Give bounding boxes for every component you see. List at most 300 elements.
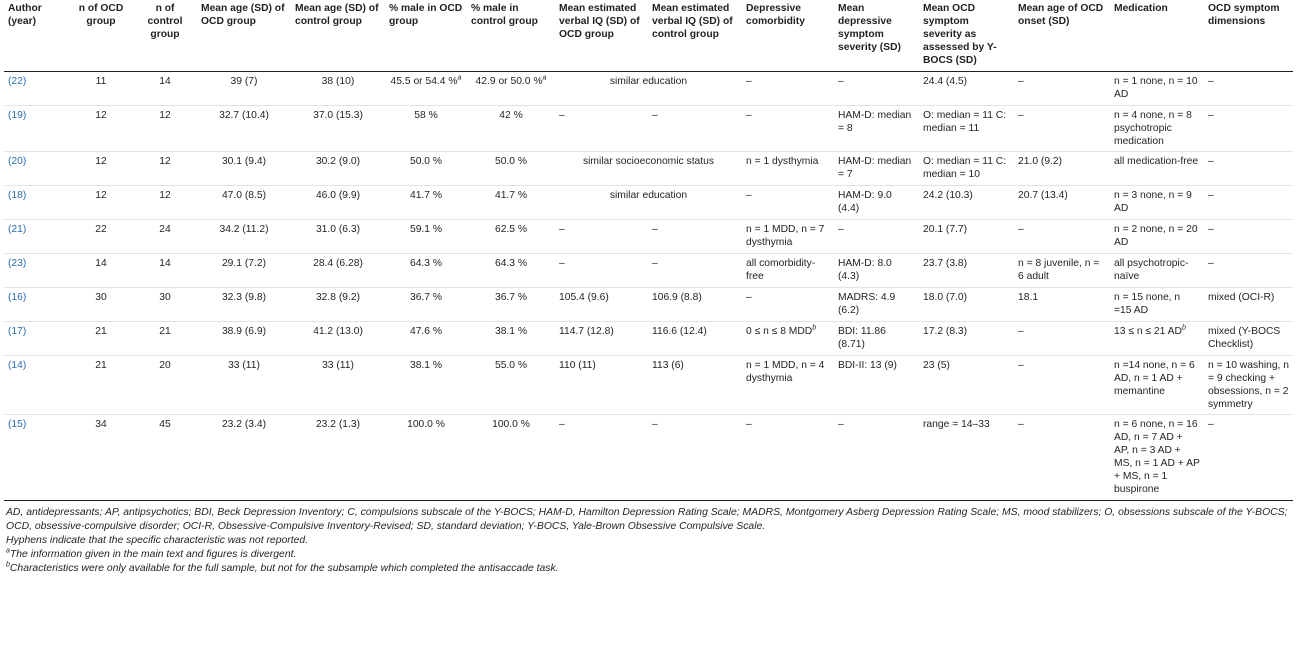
cell-age-control — [291, 288, 385, 322]
cell-depressive-severity — [834, 356, 919, 415]
footnote-b-text: Characteristics were only available for the full sample, but not for the subsample which completed the antisaccade task. — [9, 563, 559, 574]
cell-onset-text: 18.1 — [1018, 292, 1039, 303]
cell-male-ocd-text: 41.7 % — [409, 190, 443, 201]
cell-depressive-severity-text: HAM-D: median = 8 — [838, 110, 912, 134]
table-row — [4, 152, 1293, 186]
cell-n-ocd-text: 34 — [95, 419, 107, 430]
cell-male-control-text: 36.7 % — [494, 292, 528, 303]
cell-iq-control-text: – — [652, 110, 658, 121]
reference-link[interactable] — [4, 152, 69, 186]
cell-age-ocd-text: 34.2 (11.2) — [219, 224, 269, 235]
cell-ybocs — [919, 415, 1014, 501]
reference-link[interactable] — [4, 254, 69, 288]
column-header-n-control: n of control group — [133, 0, 197, 72]
column-header-ocd-severity-ybocs: Mean OCD symptom severity as assessed by Y-BOCS (SD) — [919, 0, 1014, 72]
cell-ybocs — [919, 106, 1014, 152]
cell-male-ocd-text: 59.1 % — [409, 224, 443, 235]
cell-ybocs-text: 23 (5) — [923, 360, 950, 371]
cell-n-ocd-text: 12 — [95, 156, 107, 167]
cell-n-ocd-text: 12 — [95, 110, 107, 121]
cell-n-control-text: 30 — [159, 292, 171, 303]
hyphens-note: Hyphens indicate that the specific characteristic was not reported. — [6, 535, 309, 546]
table-row — [4, 356, 1293, 415]
cell-dimensions — [1204, 220, 1293, 254]
cell-onset-text: – — [1018, 76, 1024, 87]
cell-depressive-comorbidity-text: n = 1 MDD, n = 7 dysthymia — [746, 224, 825, 248]
table-row — [4, 72, 1293, 106]
cell-onset — [1014, 220, 1110, 254]
cell-medication-text: n = 1 none, n = 10 AD — [1114, 76, 1198, 100]
cell-depressive-comorbidity — [742, 220, 834, 254]
cell-iq-ocd — [555, 322, 648, 356]
footnote-a-text: The information given in the main text and figures is divergent. — [9, 549, 297, 560]
reference-link-text[interactable]: (23) — [8, 258, 27, 269]
cell-depressive-severity-text: – — [838, 224, 844, 235]
cell-male-control-text: 50.0 % — [494, 156, 528, 167]
cell-depressive-severity-text: – — [838, 419, 844, 430]
cell-n-control-text: 45 — [159, 419, 171, 430]
cell-dimensions — [1204, 356, 1293, 415]
cell-depressive-comorbidity — [742, 356, 834, 415]
cell-age-ocd — [197, 106, 291, 152]
cell-depressive-severity-text: MADRS: 4.9 (6.2) — [838, 292, 896, 316]
cell-age-control — [291, 356, 385, 415]
table-row — [4, 220, 1293, 254]
cell-age-control-text: 33 (11) — [322, 360, 354, 371]
column-header-mean-age-ocd: Mean age (SD) of OCD group — [197, 0, 291, 72]
cell-age-ocd-text: 38.9 (6.9) — [221, 326, 267, 337]
footnote-b — [6, 562, 1291, 576]
cell-depressive-comorbidity — [742, 322, 834, 356]
cell-iq-ocd — [555, 356, 648, 415]
cell-dimensions — [1204, 254, 1293, 288]
cell-onset — [1014, 415, 1110, 501]
cell-ybocs — [919, 288, 1014, 322]
cell-male-control-text: 42.9 or 50.0 % — [475, 76, 543, 87]
cell-ybocs — [919, 254, 1014, 288]
cell-ybocs-text: range = 14–33 — [923, 419, 990, 430]
cell-onset-text: 21.0 (9.2) — [1018, 156, 1063, 167]
cell-male-ocd-text: 38.1 % — [409, 360, 443, 371]
column-header-ocd-symptom-dimensions: OCD symptom dimensions — [1204, 0, 1293, 72]
column-header-medication: Medication — [1110, 0, 1204, 72]
reference-link-text[interactable]: (14) — [8, 360, 27, 371]
cell-male-control-text: 62.5 % — [494, 224, 528, 235]
cell-iq-ocd — [555, 288, 648, 322]
cell-dimensions-text: – — [1208, 76, 1214, 87]
cell-n-ocd-text: 11 — [95, 76, 107, 87]
cell-depressive-severity — [834, 322, 919, 356]
cell-n-control — [133, 220, 197, 254]
cell-male-control-text: 41.7 % — [494, 190, 528, 201]
study-characteristics-table — [4, 0, 1293, 501]
cell-male-control-text: 64.3 % — [494, 258, 528, 269]
cell-depressive-comorbidity — [742, 186, 834, 220]
cell-ybocs-text: 17.2 (8.3) — [923, 326, 968, 337]
cell-n-control-text: 14 — [159, 258, 171, 269]
cell-depressive-severity-text: BDI: 11.86 (8.71) — [838, 326, 886, 350]
cell-iq-ocd-text: 105.4 (9.6) — [559, 292, 609, 303]
cell-depressive-comorbidity — [742, 152, 834, 186]
cell-n-control — [133, 186, 197, 220]
cell-onset — [1014, 322, 1110, 356]
table-row — [4, 415, 1293, 501]
cell-medication-text: 13 ≤ n ≤ 21 AD — [1114, 326, 1182, 337]
table-row — [4, 106, 1293, 152]
column-header-iq-ocd: Mean estimated verbal IQ (SD) of OCD group — [555, 0, 648, 72]
column-header-ocd-onset-age: Mean age of OCD onset (SD) — [1014, 0, 1110, 72]
cell-male-control — [467, 322, 555, 356]
cell-n-control — [133, 106, 197, 152]
cell-age-ocd-text: 29.1 (7.2) — [221, 258, 267, 269]
cell-depressive-severity — [834, 186, 919, 220]
reference-link-text[interactable]: (22) — [8, 76, 27, 87]
cell-iq-control-text: – — [652, 224, 658, 235]
cell-dimensions — [1204, 322, 1293, 356]
cell-iq-control-text: 113 (6) — [652, 360, 684, 371]
cell-age-ocd — [197, 152, 291, 186]
cell-ybocs-text: O: median = 11 C: median = 11 — [923, 110, 1007, 134]
cell-n-ocd-text: 21 — [95, 326, 107, 337]
cell-ybocs — [919, 220, 1014, 254]
cell-age-control-text: 30.2 (9.0) — [315, 156, 361, 167]
cell-dimensions-text: – — [1208, 190, 1214, 201]
cell-onset-text: 20.7 (13.4) — [1018, 190, 1068, 201]
cell-male-control — [467, 72, 555, 106]
cell-iq-control — [648, 254, 742, 288]
cell-age-control — [291, 72, 385, 106]
cell-n-control — [133, 322, 197, 356]
cell-medication-footnote-mark: b — [1181, 324, 1186, 332]
cell-male-ocd-text: 47.6 % — [409, 326, 443, 337]
cell-male-ocd — [385, 322, 467, 356]
cell-depressive-comorbidity — [742, 72, 834, 106]
cell-dimensions-text: mixed (Y-BOCS Checklist) — [1208, 326, 1281, 350]
cell-n-ocd — [69, 106, 133, 152]
cell-depressive-comorbidity-text: – — [746, 419, 752, 430]
cell-age-control-text: 46.0 (9.9) — [315, 190, 361, 201]
cell-onset — [1014, 152, 1110, 186]
cell-depressive-comorbidity — [742, 106, 834, 152]
cell-age-control-text: 32.8 (9.2) — [315, 292, 361, 303]
cell-medication — [1110, 254, 1204, 288]
cell-depressive-severity — [834, 415, 919, 501]
cell-iq-ocd-text: 114.7 (12.8) — [559, 326, 614, 337]
cell-age-ocd — [197, 220, 291, 254]
cell-n-control-text: 14 — [159, 76, 171, 87]
cell-onset-text: – — [1018, 224, 1024, 235]
cell-age-control-text: 31.0 (6.3) — [315, 224, 361, 235]
cell-depressive-comorbidity — [742, 415, 834, 501]
cell-depressive-severity — [834, 220, 919, 254]
reference-link[interactable] — [4, 322, 69, 356]
cell-age-ocd — [197, 254, 291, 288]
cell-depressive-severity-text: HAM-D: 9.0 (4.4) — [838, 190, 892, 214]
cell-n-control — [133, 288, 197, 322]
cell-ybocs — [919, 152, 1014, 186]
cell-male-ocd — [385, 356, 467, 415]
cell-medication — [1110, 415, 1204, 501]
cell-dimensions — [1204, 106, 1293, 152]
cell-dimensions — [1204, 288, 1293, 322]
reference-link[interactable] — [4, 186, 69, 220]
column-header-male-control: % male in control group — [467, 0, 555, 72]
cell-n-ocd-text: 30 — [95, 292, 107, 303]
cell-age-ocd-text: 39 (7) — [230, 76, 258, 87]
cell-age-control — [291, 254, 385, 288]
cell-onset — [1014, 288, 1110, 322]
cell-iq-ocd — [555, 220, 648, 254]
reference-link-text[interactable]: (18) — [8, 190, 27, 201]
cell-onset — [1014, 106, 1110, 152]
column-header-mean-age-control: Mean age (SD) of control group — [291, 0, 385, 72]
cell-age-ocd-text: 30.1 (9.4) — [221, 156, 267, 167]
cell-depressive-comorbidity — [742, 288, 834, 322]
cell-male-ocd-text: 36.7 % — [409, 292, 443, 303]
cell-n-ocd — [69, 356, 133, 415]
cell-depressive-severity-text: HAM-D: 8.0 (4.3) — [838, 258, 892, 282]
cell-age-ocd — [197, 415, 291, 501]
reference-link-text[interactable]: (20) — [8, 156, 27, 167]
cell-n-control-text: 21 — [159, 326, 171, 337]
cell-age-control-text: 23.2 (1.3) — [315, 419, 361, 430]
cell-iq-control — [648, 288, 742, 322]
reference-link[interactable] — [4, 220, 69, 254]
cell-age-ocd — [197, 322, 291, 356]
reference-link-text[interactable]: (16) — [8, 292, 27, 303]
cell-n-ocd — [69, 254, 133, 288]
cell-n-control — [133, 72, 197, 106]
cell-depressive-comorbidity — [742, 254, 834, 288]
cell-ybocs-text: 20.1 (7.7) — [923, 224, 968, 235]
cell-iq-control — [648, 220, 742, 254]
cell-male-control-text: 42 % — [499, 110, 523, 121]
cell-n-ocd — [69, 72, 133, 106]
cell-dimensions-text: n = 10 washing, n = 9 checking + obsessions, n = 2 symmetry — [1208, 360, 1290, 410]
cell-depressive-comorbidity-footnote-mark: b — [812, 324, 817, 332]
reference-link-text[interactable]: (17) — [8, 326, 27, 337]
cell-male-control — [467, 106, 555, 152]
cell-depressive-severity-text: HAM-D: median = 7 — [838, 156, 912, 180]
table-header — [4, 0, 1293, 72]
cell-medication — [1110, 72, 1204, 106]
footnote-a-mark: a — [6, 547, 10, 555]
reference-link[interactable] — [4, 72, 69, 106]
cell-medication-text: n = 15 none, n =15 AD — [1114, 292, 1181, 316]
cell-ybocs — [919, 186, 1014, 220]
cell-depressive-comorbidity-text: – — [746, 292, 752, 303]
table-row — [4, 288, 1293, 322]
cell-age-ocd — [197, 186, 291, 220]
reference-link[interactable] — [4, 106, 69, 152]
abbreviations-note: AD, antidepressants; AP, antipsychotics; BDI, Beck Depression Inventory; C, compulsions subscale of the Y-BOCS; HAM-D, Hamilton Depression Rating Scale; MADRS, Montgomery Asberg Depression Rating Scale; MS, mood stabilizers; O, obsessions subscale of the Y-BOCS; OCD, obsessive-compulsive disorder; OCI-R, Obsessive-Compulsive Inventory-Revised; SD, standard deviation; Y-BOCS, Yale-Brown Obsessive Compulsive Scale. — [6, 507, 1288, 532]
footnote-b-mark: b — [6, 561, 10, 569]
cell-iq-control — [648, 415, 742, 501]
cell-male-control-footnote-mark: a — [542, 74, 547, 82]
cell-iq-ocd-text: – — [559, 419, 565, 430]
cell-medication — [1110, 288, 1204, 322]
cell-medication — [1110, 322, 1204, 356]
cell-ybocs-text: 24.2 (10.3) — [923, 190, 973, 201]
cell-n-ocd — [69, 152, 133, 186]
cell-depressive-comorbidity-text: 0 ≤ n ≤ 8 MDD — [746, 326, 813, 337]
column-header-iq-control: Mean estimated verbal IQ (SD) of control group — [648, 0, 742, 72]
cell-ybocs-text: O: median = 11 C: median = 10 — [923, 156, 1007, 180]
cell-age-ocd-text: 32.3 (9.8) — [221, 292, 267, 303]
cell-medication-text: n = 2 none, n = 20 AD — [1114, 224, 1198, 248]
cell-male-control-text: 100.0 % — [492, 419, 530, 430]
cell-medication-text: n = 4 none, n = 8 psychotropic medication — [1114, 110, 1192, 147]
cell-medication-text: n = 6 none, n = 16 AD, n = 7 AD + AP, n = 3 AD + MS, n = 1 AD + AP + MS, n = 1 buspirone — [1114, 419, 1200, 495]
cell-iq-merged-text: similar education — [609, 76, 688, 87]
table-row — [4, 254, 1293, 288]
cell-male-control — [467, 186, 555, 220]
cell-iq-ocd — [555, 254, 648, 288]
cell-n-ocd-text: 14 — [95, 258, 107, 269]
cell-dimensions-text: – — [1208, 224, 1214, 235]
reference-link-text[interactable]: (21) — [8, 224, 27, 235]
reference-link[interactable] — [4, 356, 69, 415]
cell-depressive-severity — [834, 288, 919, 322]
table-row — [4, 186, 1293, 220]
cell-n-ocd-text: 21 — [95, 360, 107, 371]
cell-male-control — [467, 152, 555, 186]
cell-dimensions-text: mixed (OCI-R) — [1208, 292, 1275, 303]
cell-n-control-text: 20 — [159, 360, 171, 371]
table-row — [4, 322, 1293, 356]
cell-male-control — [467, 254, 555, 288]
cell-iq-control-text: 106.9 (8.8) — [652, 292, 702, 303]
cell-iq-ocd — [555, 415, 648, 501]
cell-iq-merged-text: similar education — [609, 190, 688, 201]
cell-onset — [1014, 356, 1110, 415]
cell-iq-ocd-text: – — [559, 258, 565, 269]
cell-dimensions — [1204, 152, 1293, 186]
cell-onset — [1014, 72, 1110, 106]
cell-dimensions-text: – — [1208, 156, 1214, 167]
cell-age-control-text: 37.0 (15.3) — [313, 110, 363, 121]
cell-depressive-comorbidity-text: – — [746, 76, 752, 87]
cell-onset — [1014, 186, 1110, 220]
cell-age-control — [291, 152, 385, 186]
cell-ybocs-text: 18.0 (7.0) — [923, 292, 968, 303]
cell-male-ocd — [385, 186, 467, 220]
cell-iq-merged — [555, 72, 742, 106]
cell-medication-text: all medication-free — [1114, 156, 1199, 167]
cell-male-ocd — [385, 72, 467, 106]
cell-iq-ocd — [555, 106, 648, 152]
cell-iq-control — [648, 322, 742, 356]
cell-depressive-severity-text: – — [838, 76, 844, 87]
footnote-a — [6, 548, 1291, 562]
cell-n-control-text: 12 — [159, 110, 171, 121]
reference-link[interactable] — [4, 415, 69, 501]
cell-male-control — [467, 288, 555, 322]
cell-n-control-text: 12 — [159, 190, 171, 201]
cell-dimensions — [1204, 415, 1293, 501]
cell-ybocs — [919, 322, 1014, 356]
cell-n-ocd-text: 12 — [95, 190, 107, 201]
cell-age-ocd-text: 32.7 (10.4) — [219, 110, 269, 121]
cell-n-ocd — [69, 415, 133, 501]
cell-dimensions — [1204, 72, 1293, 106]
cell-male-control — [467, 220, 555, 254]
cell-dimensions — [1204, 186, 1293, 220]
column-header-depressive-comorbidity: Depressive comorbidity — [742, 0, 834, 72]
cell-dimensions-text: – — [1208, 110, 1214, 121]
cell-age-ocd-text: 23.2 (3.4) — [221, 419, 267, 430]
cell-iq-merged — [555, 152, 742, 186]
column-header-n-ocd: n of OCD group — [69, 0, 133, 72]
cell-depressive-severity — [834, 254, 919, 288]
cell-onset — [1014, 254, 1110, 288]
cell-age-control — [291, 186, 385, 220]
cell-ybocs-text: 24.4 (4.5) — [923, 76, 968, 87]
cell-male-ocd-text: 58 % — [414, 110, 438, 121]
cell-n-control — [133, 356, 197, 415]
cell-age-ocd — [197, 356, 291, 415]
cell-dimensions-text: – — [1208, 258, 1214, 269]
column-header-depressive-severity: Mean depressive symptom severity (SD) — [834, 0, 919, 72]
cell-male-ocd — [385, 152, 467, 186]
cell-age-ocd — [197, 288, 291, 322]
header-row — [4, 0, 1293, 72]
cell-onset-text: – — [1018, 360, 1024, 371]
cell-male-ocd — [385, 415, 467, 501]
cell-n-ocd — [69, 220, 133, 254]
cell-medication — [1110, 106, 1204, 152]
cell-n-control — [133, 254, 197, 288]
cell-medication — [1110, 220, 1204, 254]
cell-age-control — [291, 106, 385, 152]
table-footnotes — [4, 501, 1293, 576]
cell-iq-control-text: – — [652, 258, 658, 269]
cell-n-control-text: 12 — [159, 156, 171, 167]
cell-medication-text: n =14 none, n = 6 AD, n = 1 AD + memantine — [1114, 360, 1195, 397]
cell-male-ocd-footnote-mark: a — [457, 74, 462, 82]
cell-depressive-comorbidity-text: n = 1 MDD, n = 4 dysthymia — [746, 360, 825, 384]
column-header-male-ocd: % male in OCD group — [385, 0, 467, 72]
reference-link[interactable] — [4, 288, 69, 322]
cell-depressive-severity — [834, 72, 919, 106]
cell-age-control — [291, 415, 385, 501]
cell-age-control-text: 28.4 (6.28) — [313, 258, 363, 269]
cell-male-control — [467, 415, 555, 501]
cell-n-ocd — [69, 288, 133, 322]
cell-onset-text: n = 8 juvenile, n = 6 adult — [1018, 258, 1100, 282]
cell-ybocs-text: 23.7 (3.8) — [923, 258, 968, 269]
cell-male-ocd-text: 100.0 % — [407, 419, 445, 430]
cell-age-control — [291, 322, 385, 356]
cell-medication — [1110, 152, 1204, 186]
cell-male-ocd — [385, 220, 467, 254]
reference-link-text[interactable]: (15) — [8, 419, 27, 430]
cell-depressive-comorbidity-text: – — [746, 190, 752, 201]
cell-onset-text: – — [1018, 326, 1024, 337]
cell-depressive-severity — [834, 106, 919, 152]
cell-male-ocd — [385, 288, 467, 322]
cell-age-control-text: 38 (10) — [321, 76, 355, 87]
cell-depressive-severity-text: BDI-II: 13 (9) — [838, 360, 897, 371]
cell-age-control — [291, 220, 385, 254]
cell-iq-ocd-text: – — [559, 110, 565, 121]
reference-link-text[interactable]: (19) — [8, 110, 27, 121]
cell-male-control-text: 55.0 % — [494, 360, 528, 371]
cell-male-control — [467, 356, 555, 415]
cell-n-ocd — [69, 322, 133, 356]
cell-n-control — [133, 152, 197, 186]
cell-iq-control — [648, 356, 742, 415]
